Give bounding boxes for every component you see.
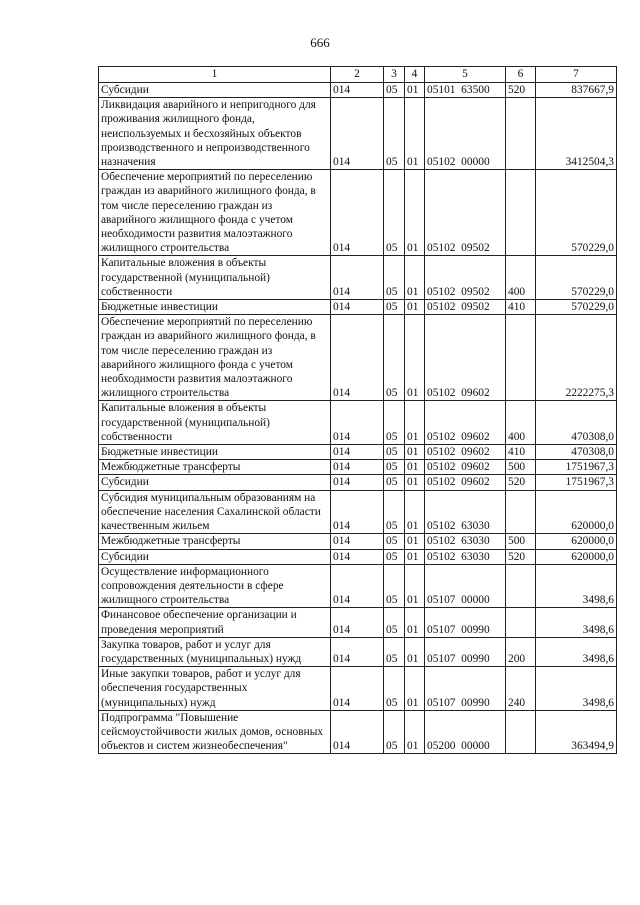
cell-admin-code: 014 bbox=[331, 549, 384, 564]
header-cell: 3 bbox=[384, 67, 405, 83]
table-row bbox=[99, 445, 617, 460]
cell-expense-type bbox=[506, 710, 536, 754]
cell-target-article: 05101 63500 bbox=[425, 83, 506, 98]
cell-target-article: 05107 00990 bbox=[425, 637, 506, 666]
cell-section: 05 bbox=[384, 608, 405, 637]
cell-amount: 363494,9 bbox=[536, 710, 617, 754]
cell-subsection: 01 bbox=[405, 445, 425, 460]
cell-admin-code: 014 bbox=[331, 534, 384, 549]
cell-name: Субсидии bbox=[99, 475, 331, 490]
cell-name: Субсидии bbox=[99, 549, 331, 564]
table-row bbox=[99, 401, 617, 445]
cell-subsection: 01 bbox=[405, 170, 425, 256]
header-row bbox=[99, 67, 617, 83]
cell-expense-type: 410 bbox=[506, 300, 536, 315]
table-row bbox=[99, 300, 617, 315]
cell-subsection: 01 bbox=[405, 490, 425, 534]
cell-amount: 470308,0 bbox=[536, 401, 617, 445]
cell-expense-type: 520 bbox=[506, 549, 536, 564]
cell-expense-type: 400 bbox=[506, 256, 536, 300]
table-row bbox=[99, 475, 617, 490]
cell-name: Бюджетные инвестиции bbox=[99, 445, 331, 460]
cell-target-article: 05107 00990 bbox=[425, 608, 506, 637]
table-row bbox=[99, 83, 617, 98]
cell-subsection: 01 bbox=[405, 549, 425, 564]
cell-section: 05 bbox=[384, 637, 405, 666]
header-cell: 6 bbox=[506, 67, 536, 83]
cell-target-article: 05102 09502 bbox=[425, 300, 506, 315]
cell-subsection: 01 bbox=[405, 460, 425, 475]
cell-expense-type: 410 bbox=[506, 445, 536, 460]
header-cell: 5 bbox=[425, 67, 506, 83]
cell-admin-code: 014 bbox=[331, 475, 384, 490]
header-cell: 4 bbox=[405, 67, 425, 83]
cell-admin-code: 014 bbox=[331, 637, 384, 666]
cell-admin-code: 014 bbox=[331, 667, 384, 711]
budget-table-body bbox=[99, 83, 617, 754]
cell-amount: 3498,6 bbox=[536, 637, 617, 666]
cell-section: 05 bbox=[384, 475, 405, 490]
cell-amount: 570229,0 bbox=[536, 170, 617, 256]
cell-name: Финансовое обеспечение организации и проведения мероприятий bbox=[99, 608, 331, 637]
table-row bbox=[99, 564, 617, 608]
cell-expense-type: 500 bbox=[506, 460, 536, 475]
cell-section: 05 bbox=[384, 534, 405, 549]
cell-subsection: 01 bbox=[405, 608, 425, 637]
cell-name: Подпрограмма "Повышение сейсмоустойчивости жилых домов, основных объектов и систем жизнеобеспечения" bbox=[99, 710, 331, 754]
cell-amount: 620000,0 bbox=[536, 490, 617, 534]
cell-target-article: 05102 09602 bbox=[425, 475, 506, 490]
cell-subsection: 01 bbox=[405, 401, 425, 445]
cell-target-article: 05107 00990 bbox=[425, 667, 506, 711]
cell-expense-type: 400 bbox=[506, 401, 536, 445]
cell-name: Иные закупки товаров, работ и услуг для обеспечения государственных (муниципальных) нужд bbox=[99, 667, 331, 711]
table-row bbox=[99, 170, 617, 256]
cell-section: 05 bbox=[384, 98, 405, 170]
table-row bbox=[99, 667, 617, 711]
cell-name: Закупка товаров, работ и услуг для государственных (муниципальных) нужд bbox=[99, 637, 331, 666]
cell-section: 05 bbox=[384, 256, 405, 300]
table-row bbox=[99, 549, 617, 564]
cell-target-article: 05102 09602 bbox=[425, 315, 506, 401]
cell-section: 05 bbox=[384, 445, 405, 460]
cell-section: 05 bbox=[384, 83, 405, 98]
table-row bbox=[99, 256, 617, 300]
cell-target-article: 05107 00000 bbox=[425, 564, 506, 608]
cell-subsection: 01 bbox=[405, 534, 425, 549]
cell-amount: 3498,6 bbox=[536, 608, 617, 637]
cell-section: 05 bbox=[384, 300, 405, 315]
cell-admin-code: 014 bbox=[331, 608, 384, 637]
cell-expense-type bbox=[506, 490, 536, 534]
cell-amount: 1751967,3 bbox=[536, 460, 617, 475]
cell-section: 05 bbox=[384, 401, 405, 445]
cell-subsection: 01 bbox=[405, 564, 425, 608]
cell-amount: 470308,0 bbox=[536, 445, 617, 460]
cell-expense-type bbox=[506, 564, 536, 608]
table-row bbox=[99, 315, 617, 401]
cell-admin-code: 014 bbox=[331, 315, 384, 401]
cell-section: 05 bbox=[384, 170, 405, 256]
cell-admin-code: 014 bbox=[331, 564, 384, 608]
cell-admin-code: 014 bbox=[331, 445, 384, 460]
cell-subsection: 01 bbox=[405, 256, 425, 300]
cell-name: Обеспечение мероприятий по переселению граждан из аварийного жилищного фонда, в том числе переселению граждан из аварийного жилищного фонда с учетом необходимости развития малоэтажного жилищного строительства bbox=[99, 315, 331, 401]
cell-name: Осуществление информационного сопровождения деятельности в сфере жилищного строительства bbox=[99, 564, 331, 608]
cell-name: Межбюджетные трансферты bbox=[99, 534, 331, 549]
cell-expense-type bbox=[506, 315, 536, 401]
header-cell: 7 bbox=[536, 67, 617, 83]
cell-subsection: 01 bbox=[405, 475, 425, 490]
cell-target-article: 05200 00000 bbox=[425, 710, 506, 754]
cell-subsection: 01 bbox=[405, 98, 425, 170]
table-row bbox=[99, 98, 617, 170]
cell-section: 05 bbox=[384, 667, 405, 711]
cell-admin-code: 014 bbox=[331, 300, 384, 315]
cell-target-article: 05102 09602 bbox=[425, 401, 506, 445]
cell-amount: 570229,0 bbox=[536, 300, 617, 315]
cell-subsection: 01 bbox=[405, 667, 425, 711]
cell-subsection: 01 bbox=[405, 637, 425, 666]
header-cell: 1 bbox=[99, 67, 331, 83]
cell-admin-code: 014 bbox=[331, 710, 384, 754]
cell-name: Ликвидация аварийного и непригодного для проживания жилищного фонда, неиспользуемых и бесхозяйных объектов производственного и непроизводственного назначения bbox=[99, 98, 331, 170]
cell-expense-type: 500 bbox=[506, 534, 536, 549]
cell-target-article: 05102 63030 bbox=[425, 490, 506, 534]
cell-expense-type: 240 bbox=[506, 667, 536, 711]
cell-amount: 837667,9 bbox=[536, 83, 617, 98]
cell-section: 05 bbox=[384, 710, 405, 754]
cell-amount: 3412504,3 bbox=[536, 98, 617, 170]
cell-target-article: 05102 09502 bbox=[425, 170, 506, 256]
cell-expense-type: 520 bbox=[506, 475, 536, 490]
cell-admin-code: 014 bbox=[331, 256, 384, 300]
cell-section: 05 bbox=[384, 460, 405, 475]
cell-subsection: 01 bbox=[405, 315, 425, 401]
cell-amount: 3498,6 bbox=[536, 667, 617, 711]
budget-table bbox=[98, 66, 617, 754]
table-row bbox=[99, 490, 617, 534]
cell-amount: 570229,0 bbox=[536, 256, 617, 300]
cell-name: Межбюджетные трансферты bbox=[99, 460, 331, 475]
cell-admin-code: 014 bbox=[331, 83, 384, 98]
table-row bbox=[99, 460, 617, 475]
cell-expense-type bbox=[506, 170, 536, 256]
header-cell: 2 bbox=[331, 67, 384, 83]
cell-admin-code: 014 bbox=[331, 490, 384, 534]
cell-admin-code: 014 bbox=[331, 170, 384, 256]
cell-amount: 620000,0 bbox=[536, 534, 617, 549]
cell-admin-code: 014 bbox=[331, 98, 384, 170]
cell-expense-type: 520 bbox=[506, 83, 536, 98]
cell-target-article: 05102 63030 bbox=[425, 549, 506, 564]
page-number: 666 bbox=[310, 35, 330, 50]
cell-name: Субсидия муниципальным образованиям на обеспечение населения Сахалинской области качественным жильем bbox=[99, 490, 331, 534]
table-row bbox=[99, 710, 617, 754]
cell-name: Капитальные вложения в объекты государственной (муниципальной) собственности bbox=[99, 401, 331, 445]
cell-amount: 2222275,3 bbox=[536, 315, 617, 401]
cell-name: Обеспечение мероприятий по переселению граждан из аварийного жилищного фонда, в том числе переселению граждан из аварийного жилищного фонда с учетом необходимости развития малоэтажного жилищного строительства bbox=[99, 170, 331, 256]
cell-expense-type bbox=[506, 608, 536, 637]
cell-subsection: 01 bbox=[405, 710, 425, 754]
cell-target-article: 05102 09502 bbox=[425, 256, 506, 300]
cell-expense-type: 200 bbox=[506, 637, 536, 666]
cell-name: Бюджетные инвестиции bbox=[99, 300, 331, 315]
cell-target-article: 05102 09602 bbox=[425, 445, 506, 460]
cell-target-article: 05102 09602 bbox=[425, 460, 506, 475]
cell-section: 05 bbox=[384, 549, 405, 564]
cell-admin-code: 014 bbox=[331, 401, 384, 445]
cell-amount: 3498,6 bbox=[536, 564, 617, 608]
cell-subsection: 01 bbox=[405, 300, 425, 315]
cell-subsection: 01 bbox=[405, 83, 425, 98]
table-row bbox=[99, 608, 617, 637]
cell-target-article: 05102 00000 bbox=[425, 98, 506, 170]
cell-amount: 620000,0 bbox=[536, 549, 617, 564]
cell-name: Субсидии bbox=[99, 83, 331, 98]
cell-amount: 1751967,3 bbox=[536, 475, 617, 490]
table-row bbox=[99, 637, 617, 666]
cell-name: Капитальные вложения в объекты государственной (муниципальной) собственности bbox=[99, 256, 331, 300]
table-row bbox=[99, 534, 617, 549]
cell-section: 05 bbox=[384, 315, 405, 401]
cell-section: 05 bbox=[384, 490, 405, 534]
cell-target-article: 05102 63030 bbox=[425, 534, 506, 549]
cell-admin-code: 014 bbox=[331, 460, 384, 475]
cell-section: 05 bbox=[384, 564, 405, 608]
cell-expense-type bbox=[506, 98, 536, 170]
